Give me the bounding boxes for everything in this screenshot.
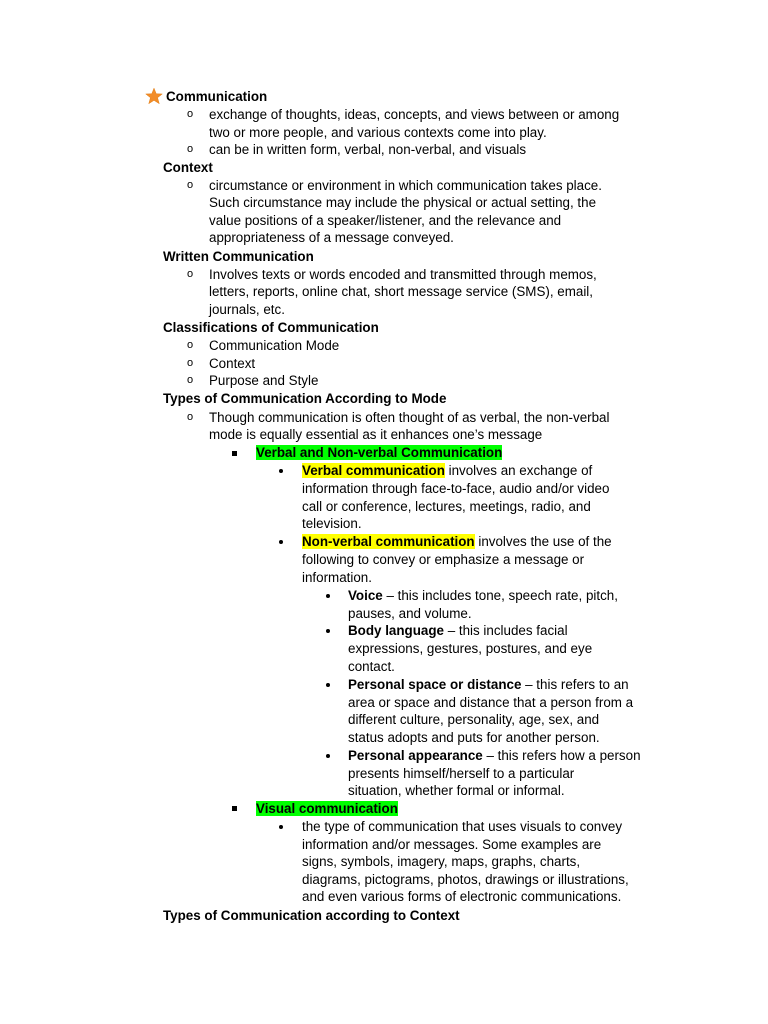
written-line-3: journals, etc. [209, 301, 285, 317]
mode-intro-line-2: mode is equally essential as it enhances one’s message [209, 427, 543, 443]
visual-line-1: the type of communication that uses visuals to convey [302, 819, 623, 834]
dot-bullet [326, 594, 330, 598]
subheading-visual-communication: Visual communication [256, 800, 398, 816]
cue-personal-space-line-1: Personal space or distance – this refers to an [348, 676, 629, 692]
dot-bullet [279, 540, 283, 544]
square-bullet [232, 451, 237, 456]
heading-written-communication: Written Communication [163, 248, 314, 264]
nonverbal-communication-line-1: Non-verbal communication involves the use of the [302, 534, 612, 549]
visual-line-2: information and/or messages. Some examples are [302, 836, 602, 852]
mode-intro-line-1: Though communication is often thought of as verbal, the non-verbal [209, 409, 610, 425]
cue-personal-space-line-2: area or space and distance that a person from a [348, 694, 634, 710]
verbal-communication-line-2: information through face-to-face, audio and/or video [302, 480, 610, 496]
heading-communication: Communication [166, 89, 268, 104]
cue-body-language-line-3: contact. [348, 658, 395, 674]
verbal-communication-line-1: Verbal communication involves an exchange of [302, 462, 593, 478]
visual-line-3: signs, symbols, imagery, maps, graphs, charts, [302, 854, 581, 870]
circle-bullet: o [186, 178, 194, 191]
dot-bullet [279, 825, 283, 829]
visual-line-4: diagrams, pictograms, photos, drawings or illustrations, [302, 871, 629, 887]
classification-item-1: Communication Mode [209, 338, 340, 353]
written-line-1: Involves texts or words encoded and transmitted through memos, [209, 266, 597, 282]
nonverbal-communication-line-3: information. [302, 569, 372, 585]
verbal-communication-line-4: television. [302, 516, 362, 532]
circle-bullet: o [186, 410, 194, 423]
cue-personal-appearance-line-3: situation, whether formal or informal. [348, 783, 565, 799]
term-verbal-communication: Verbal communication [302, 462, 445, 478]
visual-line-5: and even various forms of electronic communications. [302, 889, 622, 905]
heading-types-by-context: Types of Communication according to Context [163, 907, 460, 923]
dot-bullet [326, 683, 330, 687]
term-nonverbal-communication: Non-verbal communication [302, 534, 475, 549]
verbal-communication-line-3: call or conference, lectures, meetings, radio, and [302, 498, 591, 514]
circle-bullet: o [186, 374, 194, 387]
communication-bullet-1-line-1: exchange of thoughts, ideas, concepts, and views between or among [209, 107, 620, 122]
cue-personal-appearance-line-2: presents himself/herself to a particular [348, 765, 575, 781]
square-bullet [232, 806, 237, 811]
heading-classifications: Classifications of Communication [163, 320, 379, 335]
cue-personal-appearance-line-1: Personal appearance – this refers how a person [348, 747, 641, 763]
cue-voice-line-2: pauses, and volume. [348, 605, 472, 621]
circle-bullet: o [186, 356, 194, 369]
circle-bullet: o [186, 108, 194, 120]
subheading-verbal-nonverbal: Verbal and Non-verbal Communication [256, 444, 503, 460]
written-line-2: letters, reports, online chat, short message service (SMS), email, [209, 284, 594, 300]
cue-body-language-line-2: expressions, gestures, postures, and eye [348, 641, 593, 656]
circle-bullet: o [186, 143, 194, 156]
classification-item-2: Context [209, 355, 256, 371]
communication-bullet-1-line-2: two or more people, and various contexts come into play. [209, 124, 547, 140]
context-line-1: circumstance or environment in which communication takes place. [209, 177, 602, 193]
cue-personal-space-line-4: status adopts and puts for another person. [348, 729, 600, 745]
dot-bullet [326, 754, 330, 758]
context-line-2: Such circumstance may include the physical or actual setting, the [209, 195, 597, 211]
cue-personal-space-line-3: different culture, personality, age, sex, and [348, 712, 600, 728]
cue-body-language-line-1: Body language – this includes facial [348, 623, 568, 638]
dot-bullet [326, 629, 330, 633]
dot-bullet [279, 469, 283, 473]
circle-bullet: o [186, 267, 194, 280]
communication-bullet-2: can be in written form, verbal, non-verbal, and visuals [209, 142, 527, 158]
circle-bullet: o [186, 339, 194, 351]
star-icon [145, 87, 163, 105]
context-line-4: appropriateness of a message conveyed. [209, 230, 454, 246]
nonverbal-communication-line-2: following to convey or emphasize a message or [302, 552, 585, 567]
cue-voice-line-1: Voice – this includes tone, speech rate, pitch, [348, 587, 618, 603]
context-line-3: value positions of a speaker/listener, and the relevance and [209, 212, 562, 228]
heading-context: Context [163, 160, 213, 175]
classification-item-3: Purpose and Style [209, 373, 319, 389]
heading-types-by-mode: Types of Communication According to Mode [163, 391, 447, 406]
